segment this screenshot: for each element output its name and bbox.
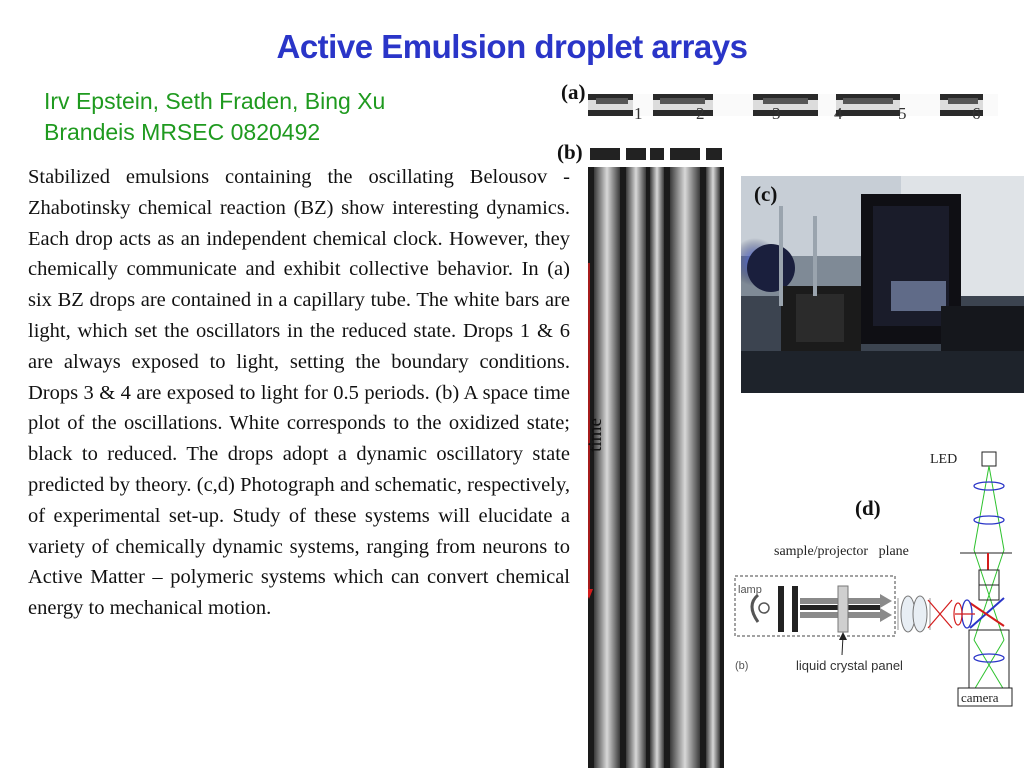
panel-d-label: (d) bbox=[855, 496, 881, 520]
body-paragraph: Stabilized emulsions containing the oscillating Belousov - Zhabotinsky chemical reaction (BZ) show interesting dynamics. Each drop acts as an independent chemical clock. However, they chemically communicate and exhibit collective behavior. In (a) six BZ drops are contained in a capillary tube. The white bars are light, which set the oscillators in the reduced state. Drops 1 & 6 are always exposed to light, setting the boundary conditions. Drops 3 & 4 are exposed to light for 0.5 periods. (b) A space time plot of the oscillations. White corresponds to the oxidized state; black to reduced. The drops adopt a dynamic oscillatory state predicted by theory. (c,d) Photograph and schematic, respectively, of experimental set-up. Study of these systems will elucidate a variety of chemically dynamic systems, ranging from neurons to Active Matter – polymeric systems which can convert chemical energy to mechanical motion. bbox=[28, 166, 570, 620]
drop-number-6: 6 bbox=[972, 104, 981, 123]
drop-number-1: 1 bbox=[634, 104, 643, 123]
lamp-label: lamp bbox=[738, 584, 762, 596]
drop-number-4: 4 bbox=[834, 104, 843, 123]
panel-a-label: (a) bbox=[561, 80, 586, 104]
liquid-crystal-panel-label: liquid crystal panel bbox=[796, 658, 903, 673]
panel-a-capillary-image bbox=[588, 90, 998, 123]
panel-d-schematic bbox=[730, 440, 1024, 768]
authors-affiliation: Brandeis MRSEC 0820492 bbox=[44, 119, 321, 145]
author-block bbox=[44, 86, 385, 148]
drop-number-5: 5 bbox=[898, 104, 907, 123]
sample-plane-label: sample/projector plane bbox=[774, 544, 909, 559]
panel-c-photograph bbox=[741, 176, 1024, 393]
panel-b-spacetime-plot bbox=[588, 143, 724, 768]
drop-number-3: 3 bbox=[772, 104, 781, 123]
panel-c-label: (c) bbox=[754, 182, 778, 206]
led-label: LED bbox=[930, 452, 958, 467]
authors-names: Irv Epstein, Seth Fraden, Bing Xu bbox=[44, 88, 386, 114]
camera-label: camera bbox=[961, 690, 999, 705]
drop-number-2: 2 bbox=[696, 104, 705, 123]
schematic-sub-label: (b) bbox=[735, 660, 749, 672]
time-axis-label: time bbox=[585, 418, 606, 452]
panel-b-label: (b) bbox=[557, 140, 583, 164]
slide-title: Active Emulsion droplet arrays bbox=[276, 28, 748, 65]
